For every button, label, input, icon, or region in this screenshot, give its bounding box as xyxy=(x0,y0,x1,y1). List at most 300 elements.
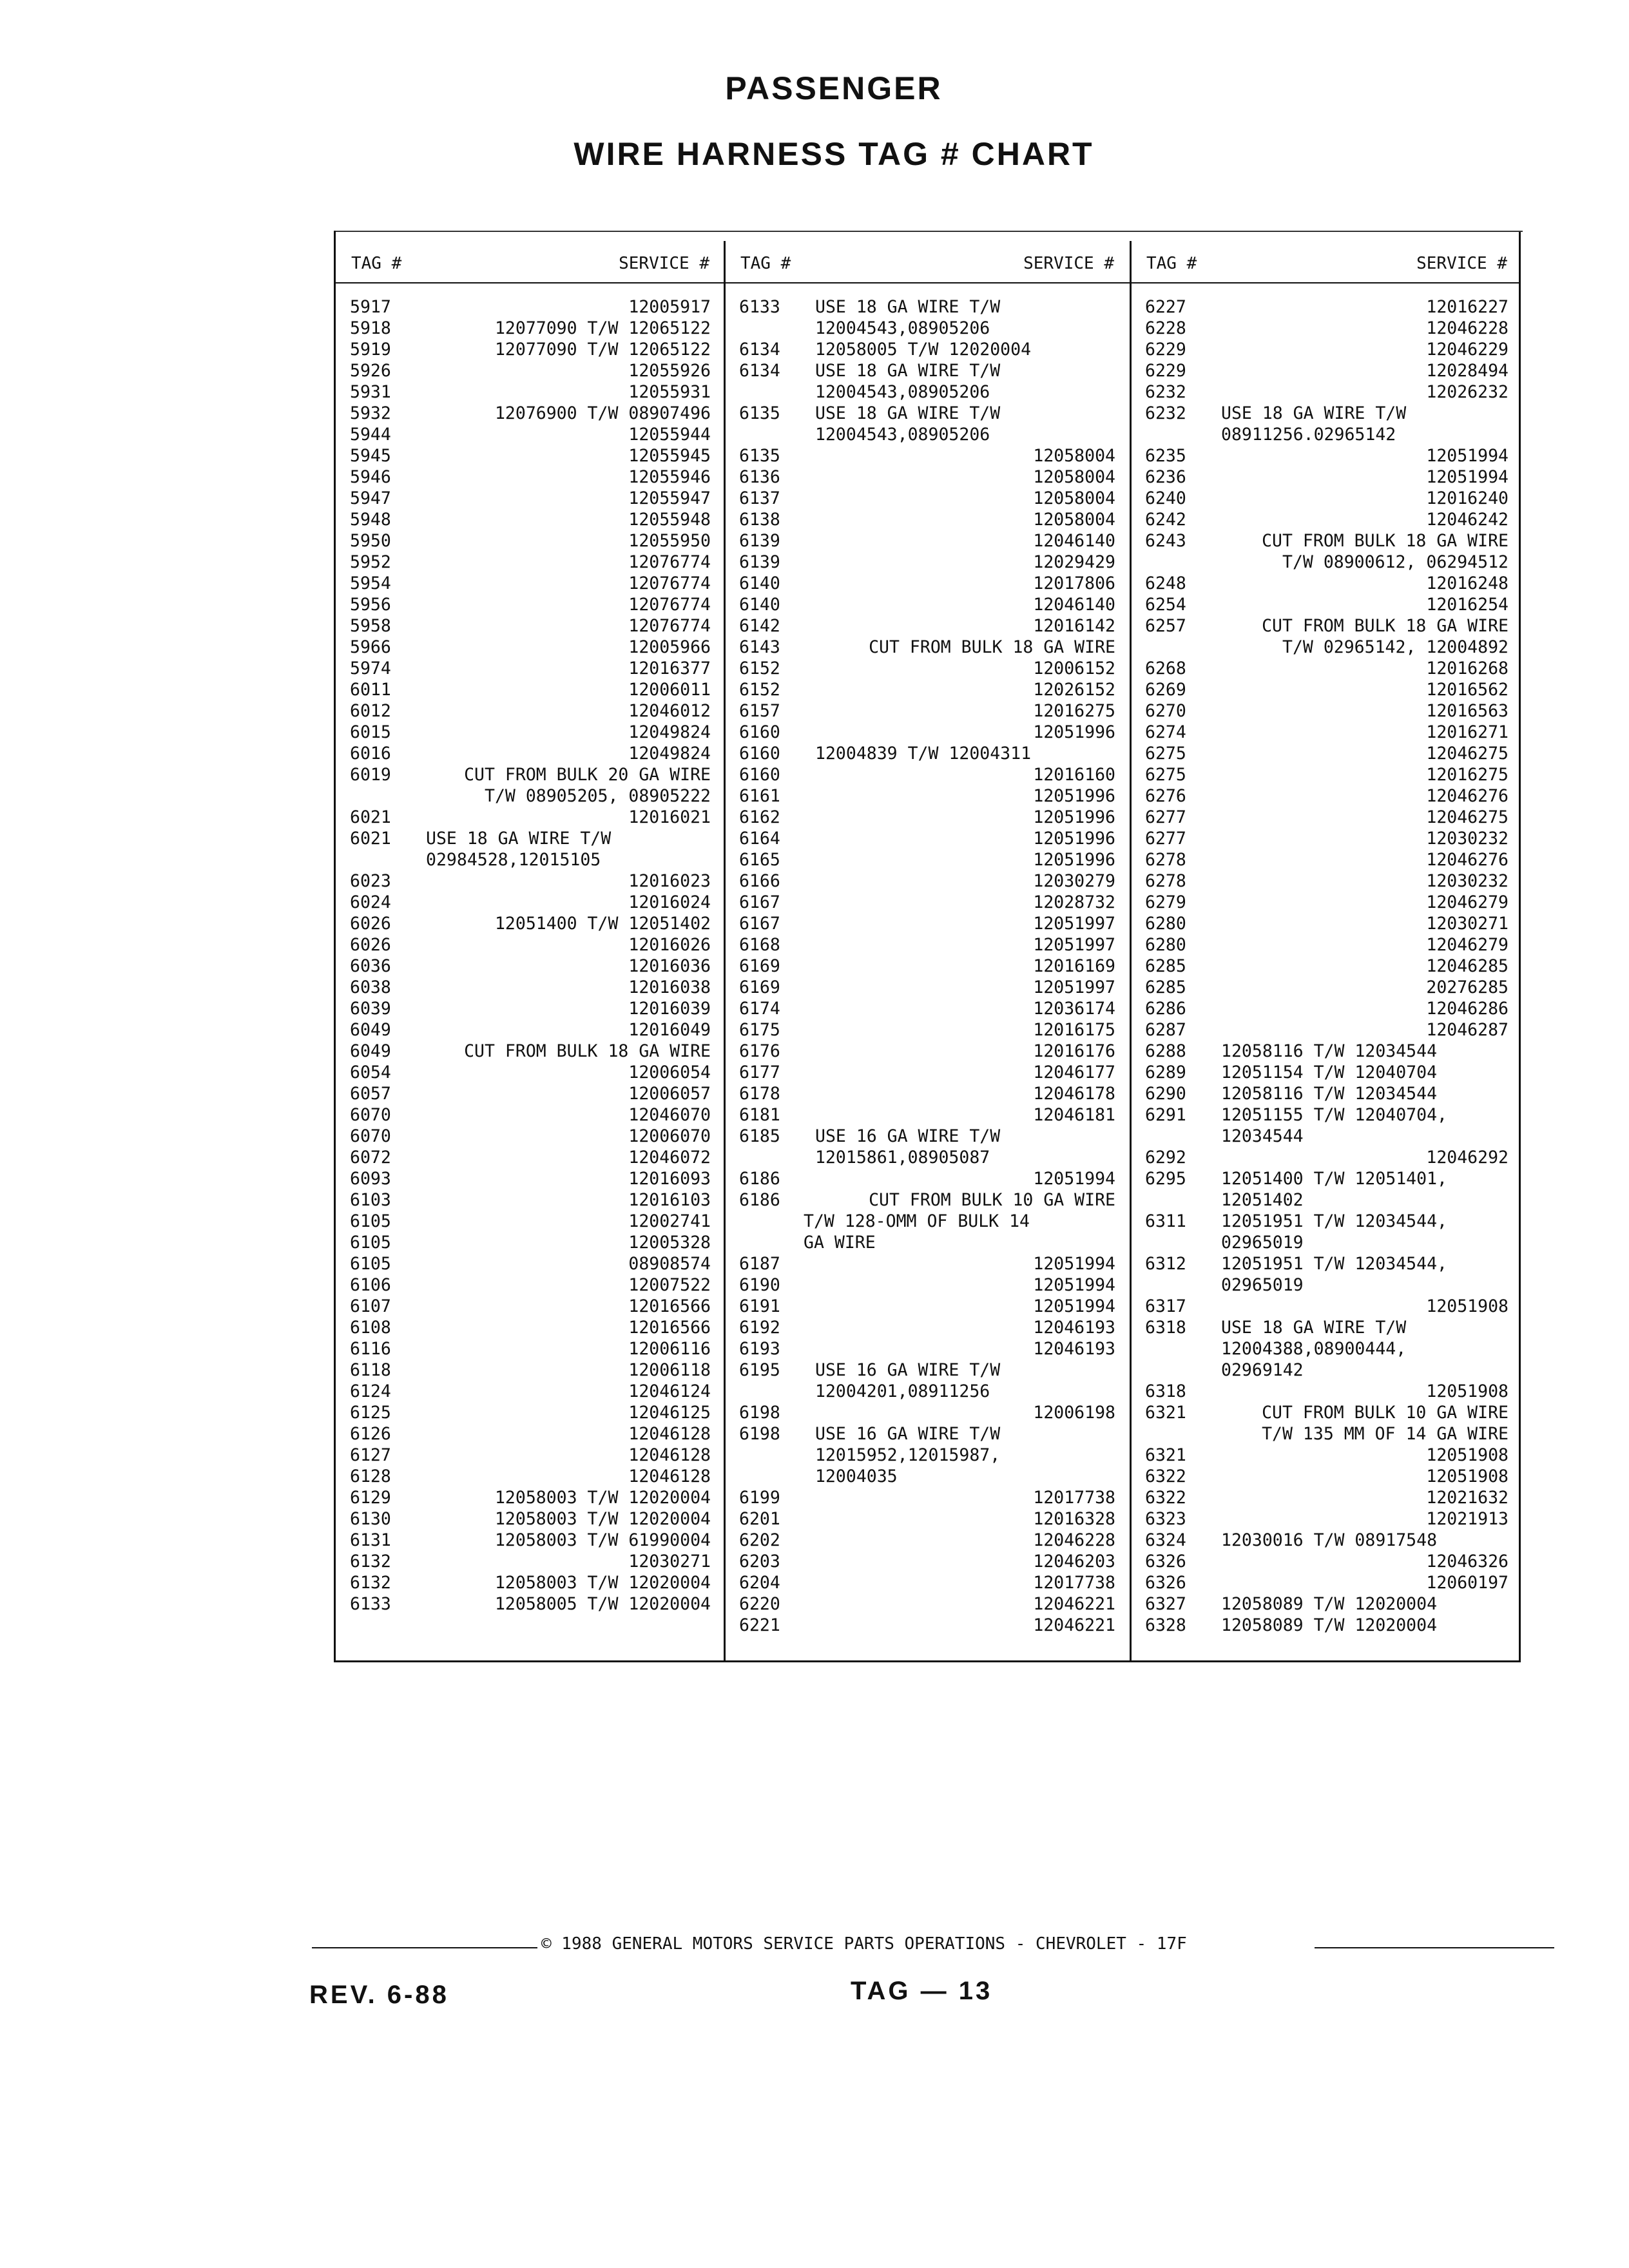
table-row xyxy=(1145,1572,1509,1593)
tag-number: 6167 xyxy=(739,892,780,912)
table-row xyxy=(1145,1423,1509,1445)
service-number: 12004839 T/W 12004311 xyxy=(815,744,1032,764)
tag-number: 6152 xyxy=(739,658,780,678)
service-number: 12077090 T/W 12065122 xyxy=(494,318,711,338)
service-number: 12016268 xyxy=(1426,658,1509,678)
service-number: 12046178 xyxy=(1033,1084,1115,1104)
table-row xyxy=(1145,892,1509,913)
tag-number: 6312 xyxy=(1145,1254,1186,1274)
service-number: 12051994 xyxy=(1033,1296,1115,1316)
table-row xyxy=(739,1466,1115,1487)
service-header: SERVICE # xyxy=(1023,254,1114,273)
tag-number: 5944 xyxy=(350,425,391,445)
service-number: 12058089 T/W 12020004 xyxy=(1221,1594,1438,1614)
table-row xyxy=(739,573,1115,594)
table-row xyxy=(739,339,1115,360)
table-row xyxy=(739,552,1115,573)
service-number: CUT FROM BULK 18 GA WIRE xyxy=(869,637,1115,657)
tag-number: 5954 xyxy=(350,573,391,593)
service-number: 12055926 xyxy=(628,361,711,381)
tag-number: 6138 xyxy=(739,510,780,530)
table-row xyxy=(739,892,1115,913)
tag-number: 6165 xyxy=(739,850,780,870)
service-number: 12046125 xyxy=(628,1403,711,1423)
table-row xyxy=(1145,1168,1509,1189)
tag-number: 6129 xyxy=(350,1488,391,1508)
service-number: 12058003 T/W 12020004 xyxy=(494,1573,711,1593)
tag-number: 6193 xyxy=(739,1339,780,1359)
tag-number: 6199 xyxy=(739,1488,780,1508)
service-number: 12046193 xyxy=(1033,1339,1115,1359)
service-header: SERVICE # xyxy=(619,254,709,273)
service-number: 12055948 xyxy=(628,510,711,530)
table-row xyxy=(350,403,711,424)
tag-number: 5952 xyxy=(350,552,391,572)
service-number: 12046140 xyxy=(1033,595,1115,615)
tag-number: 6192 xyxy=(739,1318,780,1338)
tag-number: 6036 xyxy=(350,956,391,976)
service-number: 12026232 xyxy=(1426,382,1509,402)
table-row xyxy=(1145,1253,1509,1274)
tag-number: 6289 xyxy=(1145,1062,1186,1082)
tag-number: 6295 xyxy=(1145,1169,1186,1189)
tag-number: 6057 xyxy=(350,1084,391,1104)
table-row xyxy=(350,1593,711,1615)
tag-number: 6131 xyxy=(350,1530,391,1550)
tag-number: 6174 xyxy=(739,999,780,1019)
service-number: 12016175 xyxy=(1033,1020,1115,1040)
service-number: 12016248 xyxy=(1426,573,1509,593)
tag-number: 6137 xyxy=(739,488,780,508)
tag-number: 6318 xyxy=(1145,1318,1186,1338)
tag-number: 6072 xyxy=(350,1148,391,1168)
tag-number: 6015 xyxy=(350,722,391,742)
table-row xyxy=(1145,1360,1509,1381)
service-number: 12006070 xyxy=(628,1126,711,1146)
table-row xyxy=(1145,1402,1509,1423)
table-row xyxy=(1145,530,1509,552)
service-number: 12058004 xyxy=(1033,488,1115,508)
service-number: 12006152 xyxy=(1033,658,1115,678)
service-number: 12058004 xyxy=(1033,510,1115,530)
table-row xyxy=(1145,1338,1509,1360)
service-number: 12016093 xyxy=(628,1169,711,1189)
service-number: 12004035 xyxy=(815,1466,898,1486)
service-number: USE 16 GA WIRE T/W xyxy=(815,1126,1001,1146)
tag-number: 5919 xyxy=(350,340,391,360)
table-row xyxy=(739,1041,1115,1062)
service-number: 02965019 xyxy=(1221,1275,1304,1295)
tag-number: 6274 xyxy=(1145,722,1186,742)
table-row xyxy=(739,785,1115,807)
service-number: 12046181 xyxy=(1033,1105,1115,1125)
service-number: 12051154 T/W 12040704 xyxy=(1221,1062,1438,1082)
tag-number: 6070 xyxy=(350,1126,391,1146)
tag-number: 5948 xyxy=(350,510,391,530)
table-row xyxy=(739,509,1115,530)
service-number: T/W 08900612, 06294512 xyxy=(1282,552,1509,572)
table-row xyxy=(739,1019,1115,1041)
table-row xyxy=(739,1551,1115,1572)
service-number: 12016377 xyxy=(628,658,711,678)
service-number: 12028494 xyxy=(1426,361,1509,381)
tag-number: 6186 xyxy=(739,1190,780,1210)
tag-number: 6291 xyxy=(1145,1105,1186,1125)
table-row xyxy=(1145,1126,1509,1147)
table-row xyxy=(350,764,711,785)
table-row xyxy=(350,424,711,445)
table-row xyxy=(350,785,711,807)
table-row xyxy=(350,913,711,934)
table-row xyxy=(350,1168,711,1189)
tag-number: 6118 xyxy=(350,1360,391,1380)
tag-number: 6116 xyxy=(350,1339,391,1359)
tag-number: 6049 xyxy=(350,1020,391,1040)
service-number: 12051402 xyxy=(1221,1190,1304,1210)
tag-number: 6190 xyxy=(739,1275,780,1295)
tag-number: 6321 xyxy=(1145,1403,1186,1423)
service-number: 12046228 xyxy=(1426,318,1509,338)
service-number: 12004388,08900444, xyxy=(1221,1339,1407,1359)
tag-number: 6242 xyxy=(1145,510,1186,530)
table-row xyxy=(350,998,711,1019)
service-number: 12046070 xyxy=(628,1105,711,1125)
tag-number: 6103 xyxy=(350,1190,391,1210)
tag-number: 6021 xyxy=(350,807,391,827)
tag-number: 6134 xyxy=(739,340,780,360)
table-row xyxy=(350,1530,711,1551)
service-number: 12046276 xyxy=(1426,786,1509,806)
column-header xyxy=(1146,254,1507,277)
table-row xyxy=(739,1423,1115,1445)
table-row xyxy=(1145,998,1509,1019)
tag-number: 6204 xyxy=(739,1573,780,1593)
column-rows xyxy=(1145,296,1509,1636)
table-row xyxy=(739,807,1115,828)
table-row xyxy=(1145,934,1509,956)
service-number: 12051908 xyxy=(1426,1466,1509,1486)
tag-number: 6012 xyxy=(350,701,391,721)
table-row xyxy=(350,466,711,488)
service-number: 12046229 xyxy=(1426,340,1509,360)
table-row xyxy=(1145,424,1509,445)
table-row xyxy=(350,360,711,381)
service-number: 12007522 xyxy=(628,1275,711,1295)
service-number: 12046072 xyxy=(628,1148,711,1168)
service-number: 12016227 xyxy=(1426,297,1509,317)
table-row xyxy=(739,913,1115,934)
tag-number: 6023 xyxy=(350,871,391,891)
tag-number: 6236 xyxy=(1145,467,1186,487)
service-number: 12046128 xyxy=(628,1466,711,1486)
tag-number: 6277 xyxy=(1145,829,1186,849)
table-row xyxy=(739,1168,1115,1189)
service-number: T/W 02965142, 12004892 xyxy=(1282,637,1509,657)
service-number: 12046128 xyxy=(628,1445,711,1465)
tag-number: 5917 xyxy=(350,297,391,317)
table-row xyxy=(350,488,711,509)
service-number: 20276285 xyxy=(1426,977,1509,997)
tag-number: 6127 xyxy=(350,1445,391,1465)
service-number: USE 18 GA WIRE T/W xyxy=(1221,1318,1407,1338)
service-number: 12058089 T/W 12020004 xyxy=(1221,1615,1438,1635)
service-number: 12028732 xyxy=(1033,892,1115,912)
service-number: 12006118 xyxy=(628,1360,711,1380)
table-row xyxy=(350,1062,711,1083)
service-number: 12021632 xyxy=(1426,1488,1509,1508)
table-row xyxy=(1145,849,1509,870)
column-rows xyxy=(739,296,1115,1636)
tag-number: 6039 xyxy=(350,999,391,1019)
tag-number: 6175 xyxy=(739,1020,780,1040)
service-number: 12016176 xyxy=(1033,1041,1115,1061)
service-number: 12005917 xyxy=(628,297,711,317)
table-row xyxy=(350,445,711,466)
table-column-2 xyxy=(725,231,1130,1660)
service-number: 12015952,12015987, xyxy=(815,1445,1001,1465)
service-number: 12006116 xyxy=(628,1339,711,1359)
table-row xyxy=(350,1551,711,1572)
service-number: 12046203 xyxy=(1033,1552,1115,1571)
service-number: 12051997 xyxy=(1033,914,1115,934)
service-number: 12036174 xyxy=(1033,999,1115,1019)
table-row xyxy=(350,828,711,849)
table-row xyxy=(350,509,711,530)
column-header xyxy=(740,254,1114,277)
table-row xyxy=(350,1402,711,1423)
service-number: 12058004 xyxy=(1033,446,1115,466)
tag-number: 6290 xyxy=(1145,1084,1186,1104)
tag-number: 6167 xyxy=(739,914,780,934)
service-number: 12055950 xyxy=(628,531,711,551)
tag-number: 6160 xyxy=(739,744,780,764)
table-row xyxy=(1145,1445,1509,1466)
table-row xyxy=(350,1104,711,1126)
service-number: 12077090 T/W 12065122 xyxy=(494,340,711,360)
tag-number: 6229 xyxy=(1145,340,1186,360)
table-row xyxy=(350,849,711,870)
tag-number: 6311 xyxy=(1145,1211,1186,1231)
service-number: 12058116 T/W 12034544 xyxy=(1221,1084,1438,1104)
tag-number: 6135 xyxy=(739,403,780,423)
service-number: 12058116 T/W 12034544 xyxy=(1221,1041,1438,1061)
tag-number: 6186 xyxy=(739,1169,780,1189)
tag-number: 6161 xyxy=(739,786,780,806)
tag-number: 5932 xyxy=(350,403,391,423)
table-row xyxy=(739,934,1115,956)
service-number: 12006054 xyxy=(628,1062,711,1082)
service-number: 12046193 xyxy=(1033,1318,1115,1338)
service-number: 12046140 xyxy=(1033,531,1115,551)
table-row xyxy=(350,700,711,722)
service-number: 12046124 xyxy=(628,1381,711,1401)
tag-number: 6240 xyxy=(1145,488,1186,508)
table-row xyxy=(739,1530,1115,1551)
tag-number: 6198 xyxy=(739,1424,780,1444)
tag-number: 6195 xyxy=(739,1360,780,1380)
table-row xyxy=(350,1232,711,1253)
tag-number: 6157 xyxy=(739,701,780,721)
table-row xyxy=(350,1508,711,1530)
service-number: 12049824 xyxy=(628,722,711,742)
table-row xyxy=(1145,722,1509,743)
tag-number: 6177 xyxy=(739,1062,780,1082)
tag-number: 6134 xyxy=(739,361,780,381)
table-row xyxy=(1145,870,1509,892)
table-row xyxy=(739,1572,1115,1593)
service-number: 12051996 xyxy=(1033,722,1115,742)
table-row xyxy=(1145,1296,1509,1317)
service-number: 12016039 xyxy=(628,999,711,1019)
table-row xyxy=(739,1593,1115,1615)
tag-number: 6276 xyxy=(1145,786,1186,806)
tag-number: 6181 xyxy=(739,1105,780,1125)
table-row xyxy=(350,1423,711,1445)
tag-number: 6232 xyxy=(1145,403,1186,423)
table-row xyxy=(1145,1104,1509,1126)
tag-number: 6152 xyxy=(739,680,780,700)
table-row xyxy=(1145,956,1509,977)
table-row xyxy=(350,892,711,913)
table-row xyxy=(739,1615,1115,1636)
service-number: 12034544 xyxy=(1221,1126,1304,1146)
table-row xyxy=(1145,743,1509,764)
service-number: 12016562 xyxy=(1426,680,1509,700)
tag-number: 6327 xyxy=(1145,1594,1186,1614)
service-number: 12046221 xyxy=(1033,1615,1115,1635)
table-row xyxy=(1145,1593,1509,1615)
service-number: 12016103 xyxy=(628,1190,711,1210)
service-number: 12004543,08905206 xyxy=(815,425,990,445)
service-number: CUT FROM BULK 18 GA WIRE xyxy=(1262,531,1509,551)
table-row xyxy=(739,466,1115,488)
service-number: 12058005 T/W 12020004 xyxy=(494,1594,711,1614)
table-row xyxy=(739,1062,1115,1083)
table-row xyxy=(739,488,1115,509)
table-row xyxy=(739,1402,1115,1423)
tag-number: 6326 xyxy=(1145,1573,1186,1593)
table-row xyxy=(739,1317,1115,1338)
tag-number: 5966 xyxy=(350,637,391,657)
table-row xyxy=(350,530,711,552)
table-row xyxy=(350,1572,711,1593)
table-row xyxy=(1145,1062,1509,1083)
service-number: 12051155 T/W 12040704, xyxy=(1221,1105,1447,1125)
table-row xyxy=(350,722,711,743)
service-number: 12058003 T/W 12020004 xyxy=(494,1509,711,1529)
tag-number: 6143 xyxy=(739,637,780,657)
tag-number: 6136 xyxy=(739,467,780,487)
table-row xyxy=(1145,381,1509,403)
service-number: 12058003 T/W 61990004 xyxy=(494,1530,711,1550)
table-row xyxy=(739,637,1115,658)
tag-number: 5947 xyxy=(350,488,391,508)
tag-number: 6228 xyxy=(1145,318,1186,338)
table-row xyxy=(739,615,1115,637)
service-number: 12046287 xyxy=(1426,1020,1509,1040)
table-row xyxy=(739,700,1115,722)
table-row xyxy=(739,658,1115,679)
tag-header: TAG # xyxy=(351,254,402,273)
tag-number: 6070 xyxy=(350,1105,391,1125)
service-number: CUT FROM BULK 20 GA WIRE xyxy=(464,765,711,785)
tag-number: 6221 xyxy=(739,1615,780,1635)
table-row xyxy=(1145,1615,1509,1636)
table-row xyxy=(739,1381,1115,1402)
service-number: 12076774 xyxy=(628,616,711,636)
service-number: 12016271 xyxy=(1426,722,1509,742)
service-number: 12017806 xyxy=(1033,573,1115,593)
service-number: 12016142 xyxy=(1033,616,1115,636)
table-row xyxy=(1145,552,1509,573)
table-row xyxy=(350,1487,711,1508)
service-number: 12016024 xyxy=(628,892,711,912)
tag-number: 6140 xyxy=(739,573,780,593)
service-number: 12030016 T/W 08917548 xyxy=(1221,1530,1438,1550)
service-number: 12051996 xyxy=(1033,850,1115,870)
tag-number: 6128 xyxy=(350,1466,391,1486)
tag-number: 6162 xyxy=(739,807,780,827)
service-number: 12076900 T/W 08907496 xyxy=(494,403,711,423)
service-number: T/W 08905205, 08905222 xyxy=(485,786,711,806)
table-row xyxy=(350,1253,711,1274)
service-number: 12051994 xyxy=(1033,1169,1115,1189)
tag-number: 6126 xyxy=(350,1424,391,1444)
service-number: 12051908 xyxy=(1426,1296,1509,1316)
tag-number: 5974 xyxy=(350,658,391,678)
table-row xyxy=(350,637,711,658)
service-number: USE 18 GA WIRE T/W xyxy=(815,361,1001,381)
service-number: 12046275 xyxy=(1426,744,1509,764)
tag-number: 6140 xyxy=(739,595,780,615)
table-row xyxy=(1145,1232,1509,1253)
tag-number: 6016 xyxy=(350,744,391,764)
tag-number: 5926 xyxy=(350,361,391,381)
table-row xyxy=(350,1445,711,1466)
service-number: 12030232 xyxy=(1426,871,1509,891)
table-row xyxy=(739,530,1115,552)
tag-number: 5958 xyxy=(350,616,391,636)
table-row xyxy=(739,445,1115,466)
table-row xyxy=(350,870,711,892)
service-number: 12017738 xyxy=(1033,1573,1115,1593)
table-row xyxy=(739,424,1115,445)
tag-number: 6178 xyxy=(739,1084,780,1104)
tag-number: 6287 xyxy=(1145,1020,1186,1040)
table-row xyxy=(739,296,1115,318)
table-row xyxy=(1145,318,1509,339)
table-row xyxy=(1145,615,1509,637)
table-row xyxy=(739,998,1115,1019)
tag-number: 6054 xyxy=(350,1062,391,1082)
tag-number: 6105 xyxy=(350,1254,391,1274)
table-row xyxy=(1145,509,1509,530)
table-row xyxy=(1145,1317,1509,1338)
tag-number: 6280 xyxy=(1145,914,1186,934)
tag-number: 6160 xyxy=(739,722,780,742)
tag-number: 6286 xyxy=(1145,999,1186,1019)
tag-number: 6257 xyxy=(1145,616,1186,636)
service-number: 12016563 xyxy=(1426,701,1509,721)
table-row xyxy=(1145,573,1509,594)
service-number: 12076774 xyxy=(628,573,711,593)
service-number: USE 18 GA WIRE T/W xyxy=(815,297,1001,317)
service-number: 12055946 xyxy=(628,467,711,487)
tag-header: TAG # xyxy=(740,254,791,273)
table-row xyxy=(739,828,1115,849)
table-row xyxy=(1145,403,1509,424)
service-number: 12055945 xyxy=(628,446,711,466)
